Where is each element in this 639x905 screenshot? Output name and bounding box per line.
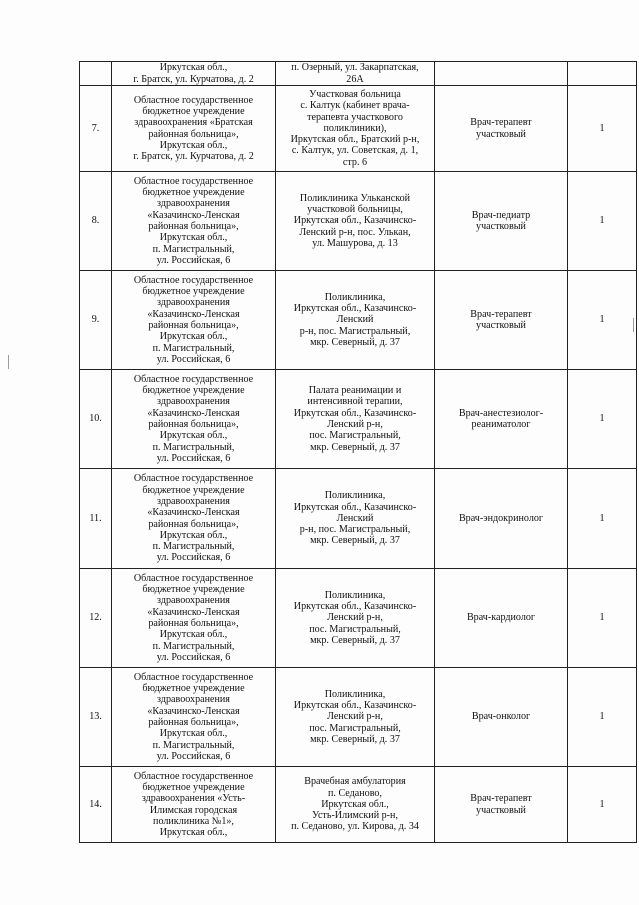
row-number: 8.	[80, 172, 112, 271]
table-row	[80, 62, 637, 86]
institution-cell: Областное государственное бюджетное учреждение здравоохранения «Казачинско-Ленская районная больница», Иркутская обл., п. Магистральный, ул. Российская, 6	[112, 668, 276, 767]
institution-cell: Областное государственное бюджетное учреждение здравоохранения «Казачинско-Ленская районная больница», Иркутская обл., п. Магистральный, ул. Российская, 6	[112, 172, 276, 271]
address-cell: Участковая больница с. Калтук (кабинет врача- терапевта участкового поликлиники), Иркутская обл., Братский р-н, с. Калтук, ул. Советская, д. 1, стр. 6	[276, 86, 435, 172]
count-cell: 1	[568, 767, 637, 843]
table-row	[80, 86, 637, 172]
count-cell: 1	[568, 569, 637, 668]
count-cell: 1	[568, 86, 637, 172]
row-number: 7.	[80, 86, 112, 172]
address-cell: Поликлиника, Иркутская обл., Казачинско- Ленский р-н, пос. Магистральный, мкр. Северный, д. 37	[276, 668, 435, 767]
table-row	[80, 469, 637, 569]
table-row	[80, 370, 637, 469]
position-cell: Врач-педиатр участковый	[435, 172, 568, 271]
count-cell: 1	[568, 172, 637, 271]
institution-cell: Областное государственное бюджетное учреждение здравоохранения «Казачинско-Ленская районная больница», Иркутская обл., п. Магистральный, ул. Российская, 6	[112, 469, 276, 569]
position-cell: Врач-кардиолог	[435, 569, 568, 668]
table-row	[80, 767, 637, 843]
row-number: 14.	[80, 767, 112, 843]
institution-cell: Областное государственное бюджетное учреждение здравоохранения «Казачинско-Ленская районная больница», Иркутская обл., п. Магистральный, ул. Российская, 6	[112, 271, 276, 370]
vacancy-table	[79, 61, 637, 843]
row-number: 12.	[80, 569, 112, 668]
position-cell: Врач-анестезиолог- реаниматолог	[435, 370, 568, 469]
table-row	[80, 271, 637, 370]
count-cell: 1	[568, 469, 637, 569]
count-cell: 1	[568, 370, 637, 469]
address-cell: Врачебная амбулатория п. Седаново, Иркутская обл., Усть-Илимский р-н, п. Седаново, ул. Кирова, д. 34	[276, 767, 435, 843]
position-cell: Врач-терапевт участковый	[435, 767, 568, 843]
position-cell	[435, 62, 568, 86]
row-number: 11.	[80, 469, 112, 569]
institution-cell: Областное государственное бюджетное учреждение здравоохранения «Казачинско-Ленская районная больница», Иркутская обл., п. Магистральный, ул. Российская, 6	[112, 370, 276, 469]
address-cell: Поликлиника, Иркутская обл., Казачинско- Ленский р-н, пос. Магистральный, мкр. Северный, д. 37	[276, 469, 435, 569]
address-cell: п. Озерный, ул. Закарпатская, 26А	[276, 62, 435, 86]
institution-cell: Областное государственное бюджетное учреждение здравоохранения «Братская районная больница», Иркутская обл., г. Братск, ул. Курчатова, д. 2	[112, 86, 276, 172]
position-cell: Врач-эндокринолог	[435, 469, 568, 569]
address-cell: Поликлиника, Иркутская обл., Казачинско- Ленский р-н, пос. Магистральный, мкр. Северный, д. 37	[276, 271, 435, 370]
position-cell: Врач-онколог	[435, 668, 568, 767]
row-number: 10.	[80, 370, 112, 469]
row-number: 13.	[80, 668, 112, 767]
position-cell: Врач-терапевт участковый	[435, 86, 568, 172]
address-cell: Поликлиника Ульканской участковой больницы, Иркутская обл., Казачинско- Ленский р-н, пос. Улькан, ул. Машурова, д. 13	[276, 172, 435, 271]
institution-cell: Областное государственное бюджетное учреждение здравоохранения «Усть- Илимская городская поликлиника №1», Иркутская обл.,	[112, 767, 276, 843]
table-row	[80, 172, 637, 271]
institution-cell: Иркутская обл., г. Братск, ул. Курчатова, д. 2	[112, 62, 276, 86]
count-cell: 1	[568, 668, 637, 767]
row-number: 9.	[80, 271, 112, 370]
position-cell: Врач-терапевт участковый	[435, 271, 568, 370]
row-number	[80, 62, 112, 86]
address-cell: Палата реанимации и интенсивной терапии, Иркутская обл., Казачинско- Ленский р-н, пос. Магистральный, мкр. Северный, д. 37	[276, 370, 435, 469]
table-row	[80, 569, 637, 668]
scan-edge-mark	[8, 355, 9, 369]
institution-cell: Областное государственное бюджетное учреждение здравоохранения «Казачинско-Ленская районная больница», Иркутская обл., п. Магистральный, ул. Российская, 6	[112, 569, 276, 668]
count-cell	[568, 62, 637, 86]
table-row	[80, 668, 637, 767]
address-cell: Поликлиника, Иркутская обл., Казачинско- Ленский р-н, пос. Магистральный, мкр. Северный, д. 37	[276, 569, 435, 668]
count-cell: 1	[568, 271, 637, 370]
